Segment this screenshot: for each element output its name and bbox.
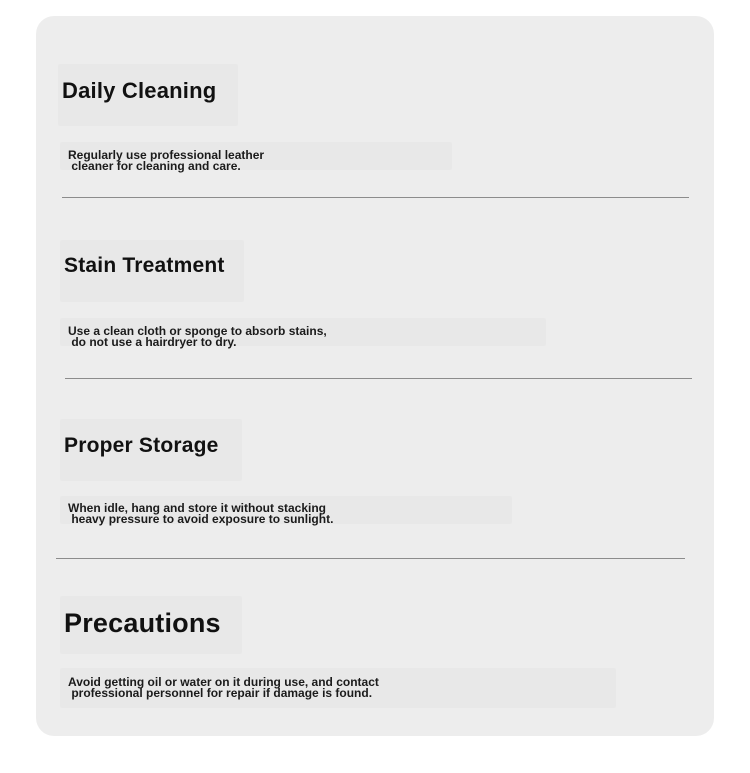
section-divider: [56, 558, 685, 559]
section-description-proper-storage: When idle, hang and store it without stacking heavy pressure to avoid exposure to sunlight.: [68, 501, 334, 526]
section-title-proper-storage: Proper Storage: [64, 434, 219, 457]
section-title-stain-treatment: Stain Treatment: [64, 254, 225, 277]
section-description-precautions: Avoid getting oil or water on it during use, and contact professional personnel for repair if damage is found.: [68, 675, 379, 700]
section-description-daily-cleaning: Regularly use professional leather cleaner for cleaning and care.: [68, 148, 265, 173]
section-divider: [62, 197, 689, 198]
section-title-daily-cleaning: Daily Cleaning: [62, 78, 217, 103]
section-divider: [65, 378, 692, 379]
care-instructions-card: [36, 16, 714, 736]
section-description-stain-treatment: Use a clean cloth or sponge to absorb stains, do not use a hairdryer to dry.: [68, 324, 327, 349]
section-title-precautions: Precautions: [64, 608, 221, 638]
